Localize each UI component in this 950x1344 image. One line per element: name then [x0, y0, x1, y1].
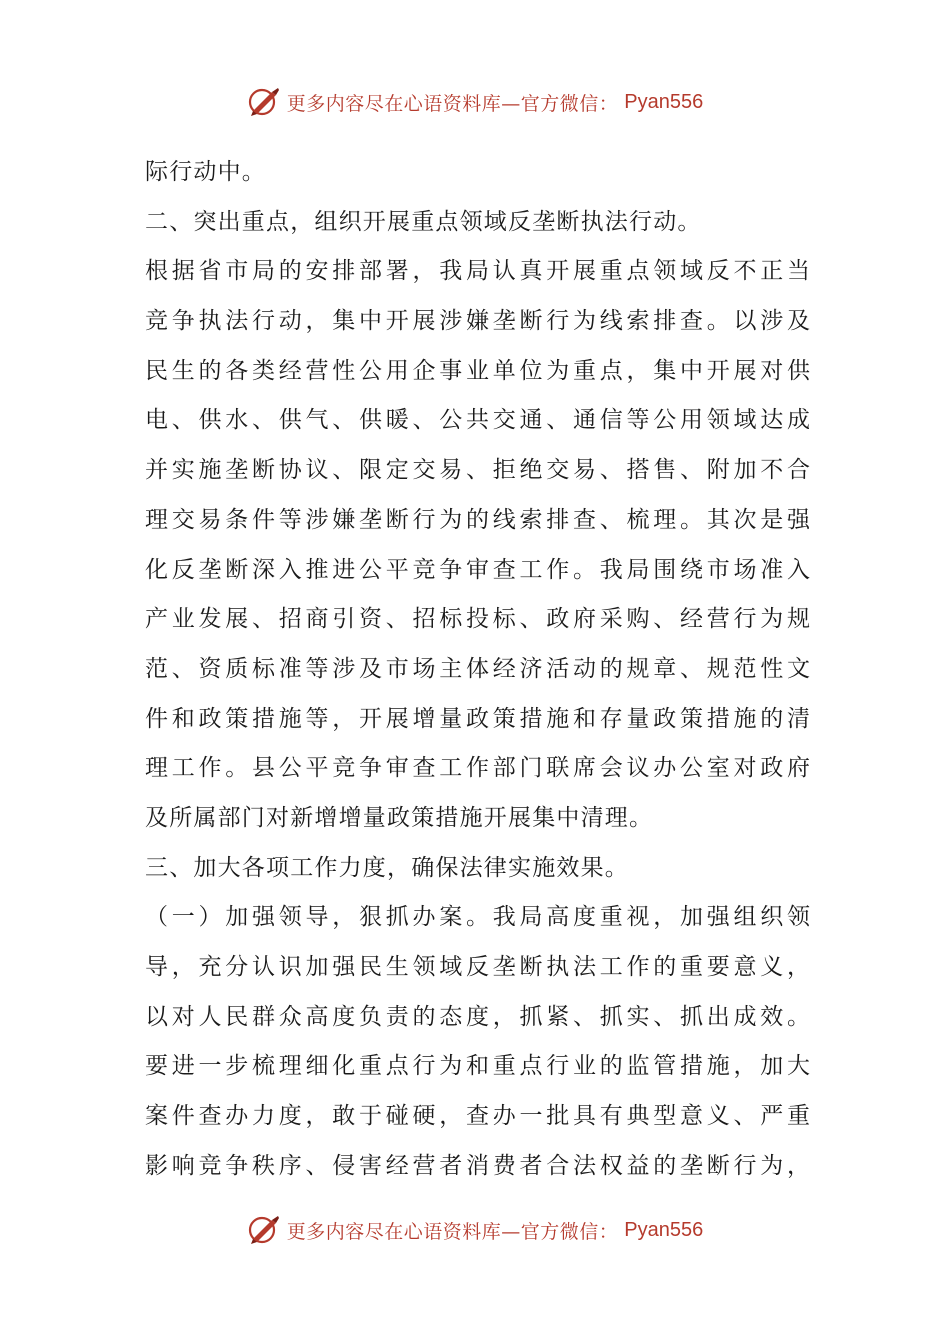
text-line: 产业发展、招商引资、招标投标、政府采购、经营行为规 [145, 606, 810, 633]
text-line: 理工作。县公平竞争审查工作部门联席会议办公室对政府 [145, 755, 810, 782]
text-line: 民生的各类经营性公用企事业单位为重点，集中开展对供 [145, 357, 810, 384]
text-line: 以对人民群众高度负责的态度，抓紧、抓实、抓出成效。 [145, 1003, 810, 1030]
section-heading: 三、加大各项工作力度，确保法律实施效果。 [145, 854, 629, 881]
text-line: 电、供水、供气、供暖、公共交通、通信等公用领域达成 [145, 407, 810, 434]
watermark-wechat-id: Pyan556 [624, 90, 704, 113]
text-line: 及所属部门对新增增量政策措施开展集中清理。 [145, 804, 654, 831]
text-line: 并实施垄断协议、限定交易、拒绝交易、搭售、附加不合 [145, 457, 810, 484]
text-line: 范、资质标准等涉及市场主体经济活动的规章、规范性文 [145, 655, 810, 682]
header-watermark-banner [0, 80, 950, 124]
text-line: 影响竞争秩序、侵害经营者消费者合法权益的垄断行为， [145, 1152, 810, 1179]
text-line: 理交易条件等涉嫌垄断行为的线索排查、梳理。其次是强 [145, 506, 810, 533]
pen-logo-icon [247, 1213, 281, 1247]
text-line: 案件查办力度，敢于碰硬，查办一批具有典型意义、严重 [145, 1103, 810, 1130]
text-line: 化反垄断深入推进公平竞争审查工作。我局围绕市场准入 [145, 556, 810, 583]
section-heading: 二、突出重点，组织开展重点领域反垄断执法行动。 [145, 208, 702, 235]
watermark-wechat-id: Pyan556 [624, 1218, 704, 1241]
text-line: 际行动中。 [145, 159, 266, 185]
footer-watermark-banner [0, 1208, 950, 1252]
text-line: 导，充分认识加强民生领域反垄断执法工作的重要意义， [145, 954, 810, 980]
pen-logo-icon [247, 85, 281, 119]
text-line: 根据省市局的安排部署，我局认真开展重点领域反不正当 [145, 258, 810, 285]
watermark-text: 更多内容尽在心语资料库—官方微信： [286, 1220, 619, 1243]
document-body [145, 148, 810, 1191]
text-line: （一）加强领导，狠抓办案。我局高度重视，加强组织领 [145, 904, 810, 931]
text-line: 件和政策措施等，开展增量政策措施和存量政策措施的清 [145, 705, 810, 732]
watermark-text: 更多内容尽在心语资料库—官方微信： [286, 92, 619, 115]
text-line: 竞争执法行动，集中开展涉嫌垄断行为线索排查。以涉及 [145, 308, 810, 335]
text-line: 要进一步梳理细化重点行为和重点行业的监管措施，加大 [145, 1053, 810, 1080]
